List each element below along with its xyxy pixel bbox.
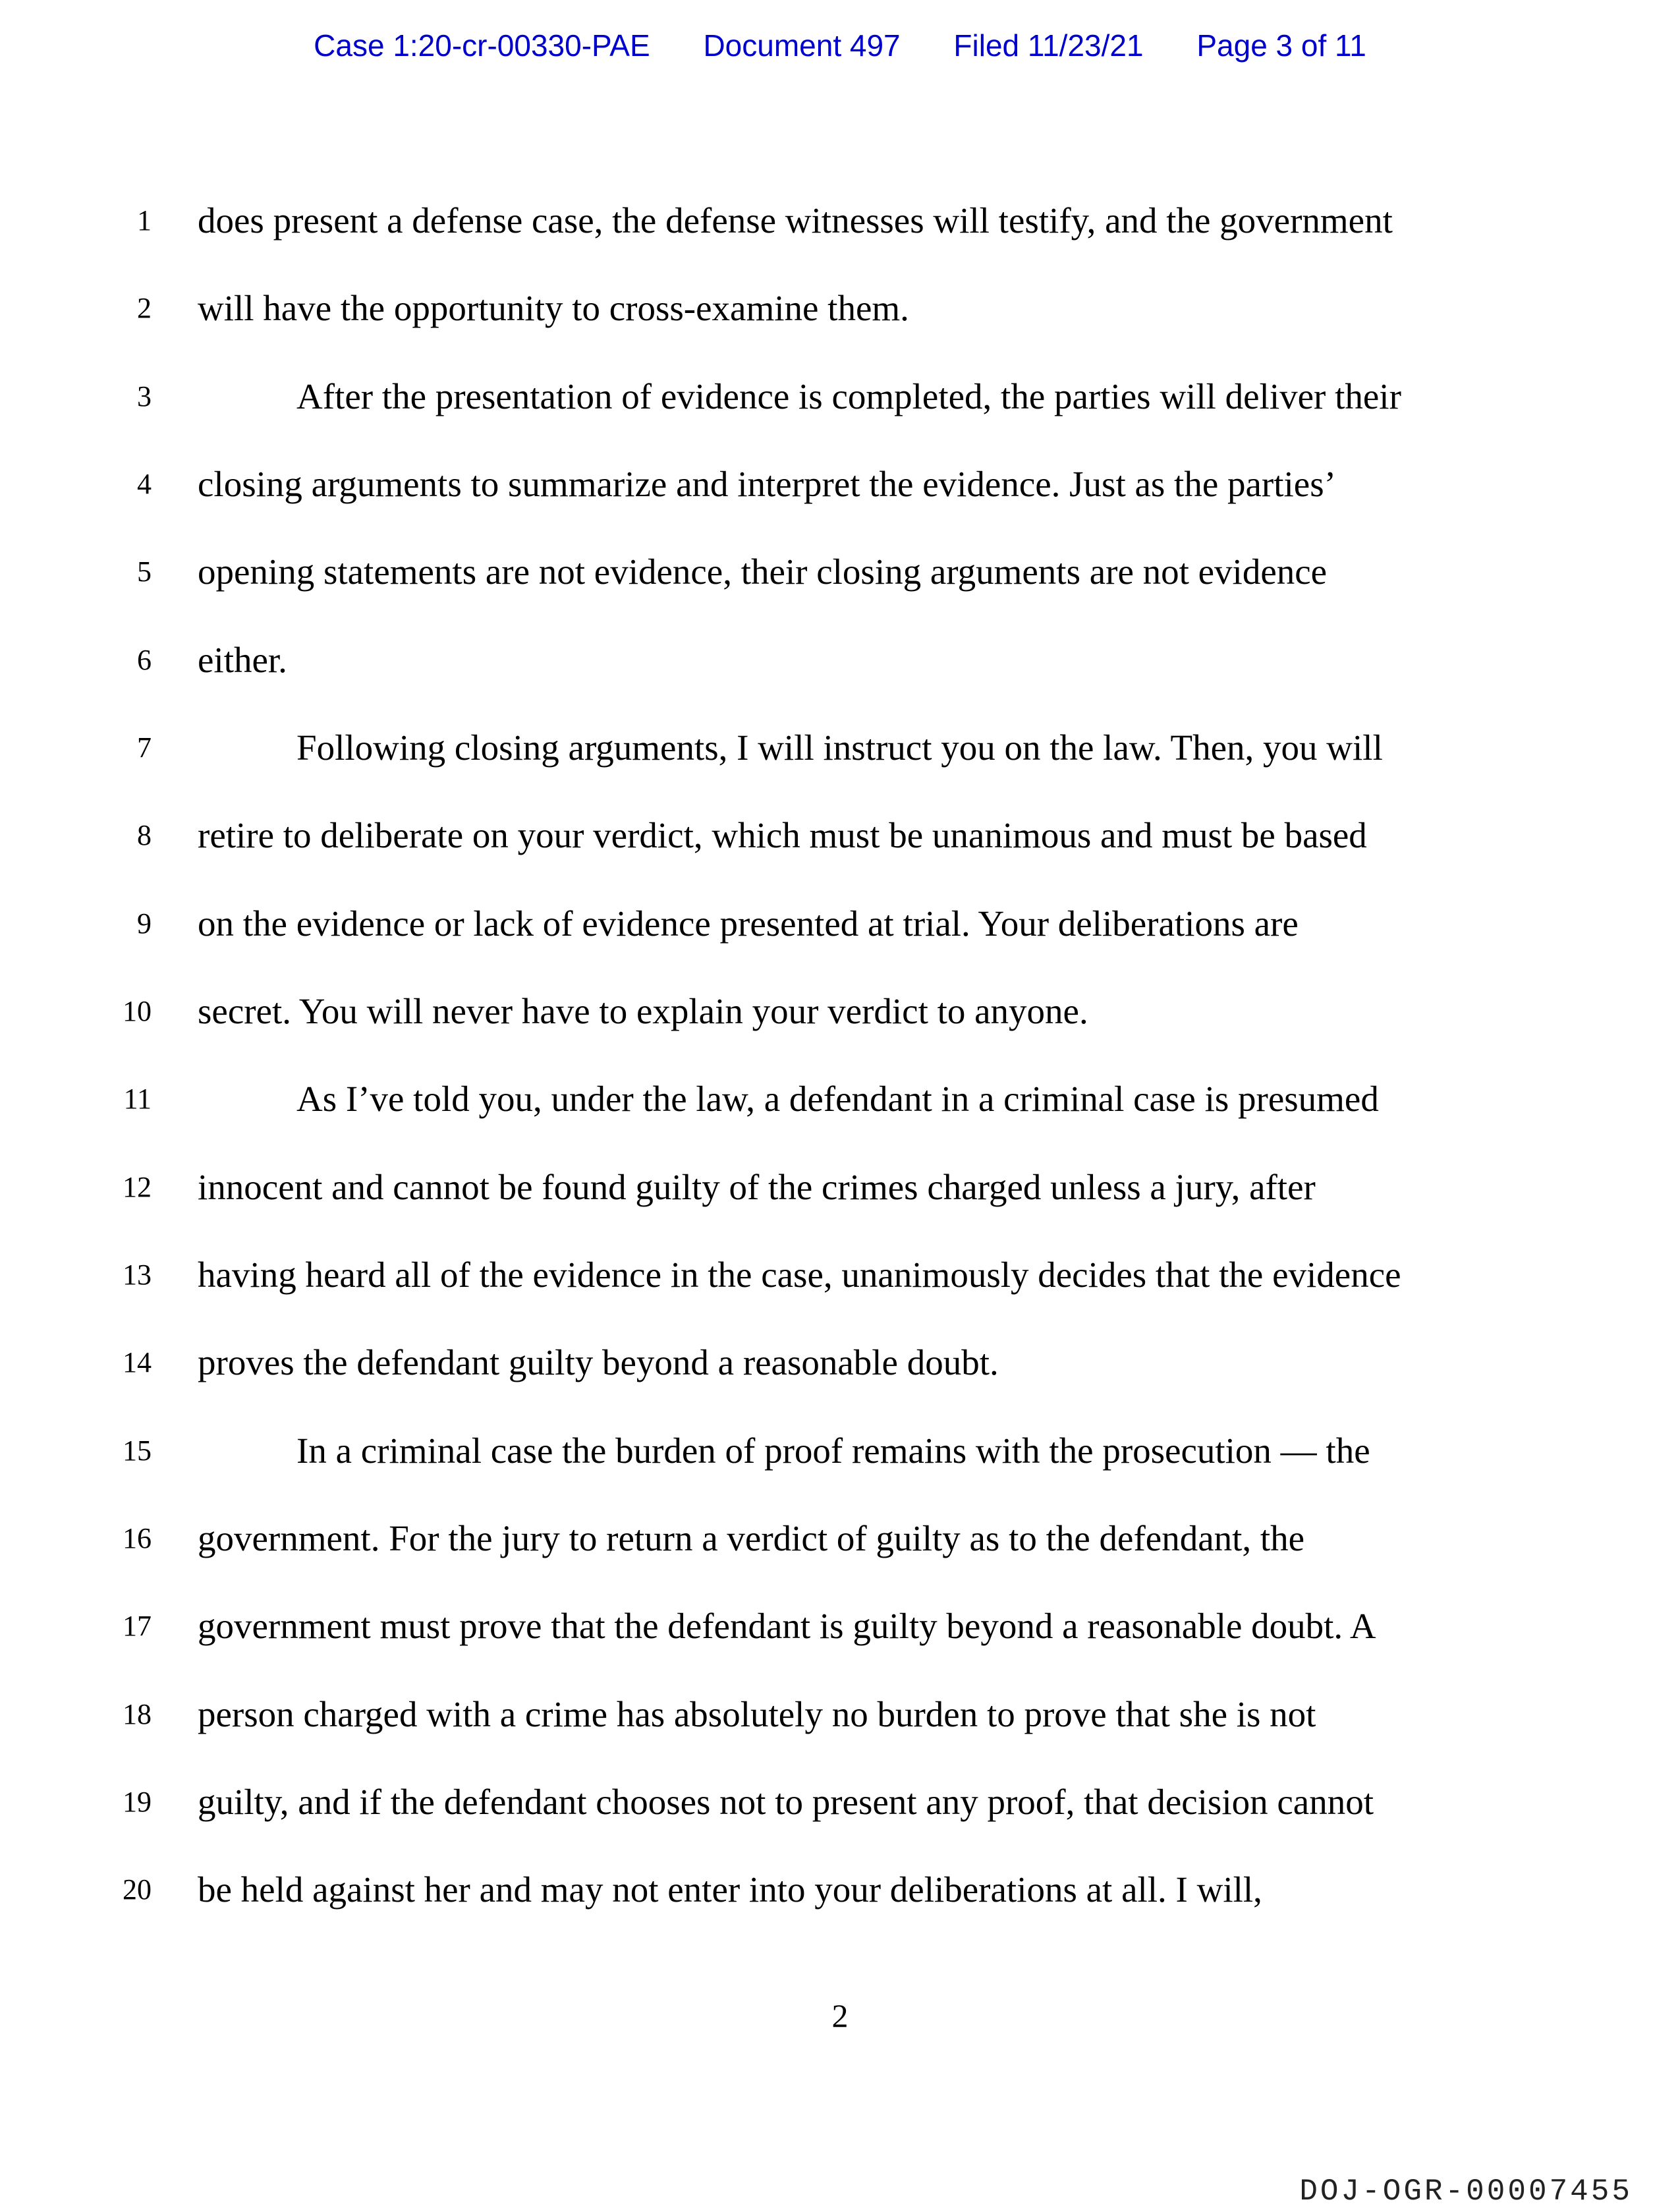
pleading-line bbox=[0, 370, 1680, 423]
line-text: As I’ve told you, under the law, a defendant in a criminal case is presumed bbox=[296, 1079, 1379, 1119]
page-number: 2 bbox=[831, 1997, 849, 2034]
line-text: on the evidence or lack of evidence presented at trial. Your deliberations are bbox=[198, 903, 1299, 944]
line-number: 16 bbox=[123, 1522, 152, 1554]
line-text: closing arguments to summarize and interpret the evidence. Just as the parties’ bbox=[198, 464, 1336, 504]
pleading-line bbox=[0, 1073, 1680, 1125]
line-number: 17 bbox=[123, 1610, 152, 1642]
line-text: proves the defendant guilty beyond a reasonable doubt. bbox=[198, 1342, 999, 1382]
line-number: 2 bbox=[137, 292, 152, 324]
line-number: 8 bbox=[137, 819, 152, 851]
pleading-line bbox=[0, 1161, 1680, 1214]
ecf-header bbox=[0, 28, 1680, 63]
line-text: does present a defense case, the defense witnesses will testify, and the government bbox=[198, 200, 1393, 241]
pleading-line bbox=[0, 194, 1680, 247]
line-number: 6 bbox=[137, 644, 152, 676]
line-number: 3 bbox=[137, 380, 152, 412]
pleading-line bbox=[0, 1336, 1680, 1389]
pleading-line bbox=[0, 1688, 1680, 1741]
pleading-line bbox=[0, 722, 1680, 774]
line-number: 18 bbox=[123, 1698, 152, 1730]
line-number: 15 bbox=[123, 1434, 152, 1467]
line-text: having heard all of the evidence in the case, unanimously decides that the evidence bbox=[198, 1255, 1401, 1295]
line-number: 14 bbox=[123, 1346, 152, 1378]
pleading-line bbox=[0, 282, 1680, 335]
line-text: will have the opportunity to cross-examine them. bbox=[198, 288, 909, 328]
line-text: either. bbox=[198, 640, 287, 680]
case-number: Case 1:20-cr-00330-PAE bbox=[314, 28, 650, 63]
pleading-line bbox=[0, 634, 1680, 687]
page-count: Page 3 of 11 bbox=[1196, 28, 1366, 63]
line-text: retire to deliberate on your verdict, which must be unanimous and must be based bbox=[198, 815, 1367, 855]
line-number: 20 bbox=[123, 1873, 152, 1906]
pleading-line bbox=[0, 1863, 1680, 1916]
line-text: person charged with a crime has absolutely no burden to prove that she is not bbox=[198, 1694, 1316, 1734]
line-text: opening statements are not evidence, their closing arguments are not evidence bbox=[198, 552, 1328, 592]
line-number: 13 bbox=[123, 1259, 152, 1291]
line-number: 5 bbox=[137, 555, 152, 588]
line-text: guilty, and if the defendant chooses not to present any proof, that decision cannot bbox=[198, 1782, 1374, 1822]
line-number: 7 bbox=[137, 731, 152, 764]
pleading-line bbox=[0, 1776, 1680, 1829]
line-number: 19 bbox=[123, 1786, 152, 1818]
document-number: Document 497 bbox=[703, 28, 901, 63]
filed-date: Filed 11/23/21 bbox=[953, 28, 1144, 63]
line-text: After the presentation of evidence is completed, the parties will deliver their bbox=[296, 376, 1401, 416]
line-text: government must prove that the defendant is guilty beyond a reasonable doubt. A bbox=[198, 1606, 1376, 1646]
line-number: 12 bbox=[123, 1171, 152, 1203]
pleading-line bbox=[0, 1425, 1680, 1477]
line-text: secret. You will never have to explain your verdict to anyone. bbox=[198, 991, 1088, 1031]
line-number: 1 bbox=[137, 204, 152, 237]
pleading-line bbox=[0, 1600, 1680, 1653]
pleading-line bbox=[0, 897, 1680, 950]
line-text: Following closing arguments, I will instruct you on the law. Then, you will bbox=[296, 727, 1383, 768]
pleading-line bbox=[0, 546, 1680, 598]
pleading-line bbox=[0, 458, 1680, 511]
line-text: government. For the jury to return a verdict of guilty as to the defendant, the bbox=[198, 1518, 1305, 1558]
pleading-line bbox=[0, 1512, 1680, 1565]
line-text: In a criminal case the burden of proof remains with the prosecution — the bbox=[296, 1431, 1370, 1471]
pleading-line bbox=[0, 1249, 1680, 1301]
pleading-line bbox=[0, 985, 1680, 1038]
bates-number: DOJ-OGR-00007455 bbox=[1299, 2174, 1633, 2209]
line-number: 4 bbox=[137, 468, 152, 500]
line-number: 10 bbox=[123, 995, 152, 1027]
line-text: be held against her and may not enter into your deliberations at all. I will, bbox=[198, 1869, 1262, 1910]
pleading-line bbox=[0, 809, 1680, 862]
line-number: 9 bbox=[137, 907, 152, 940]
line-text: innocent and cannot be found guilty of the crimes charged unless a jury, after bbox=[198, 1167, 1316, 1207]
line-number: 11 bbox=[123, 1083, 152, 1115]
